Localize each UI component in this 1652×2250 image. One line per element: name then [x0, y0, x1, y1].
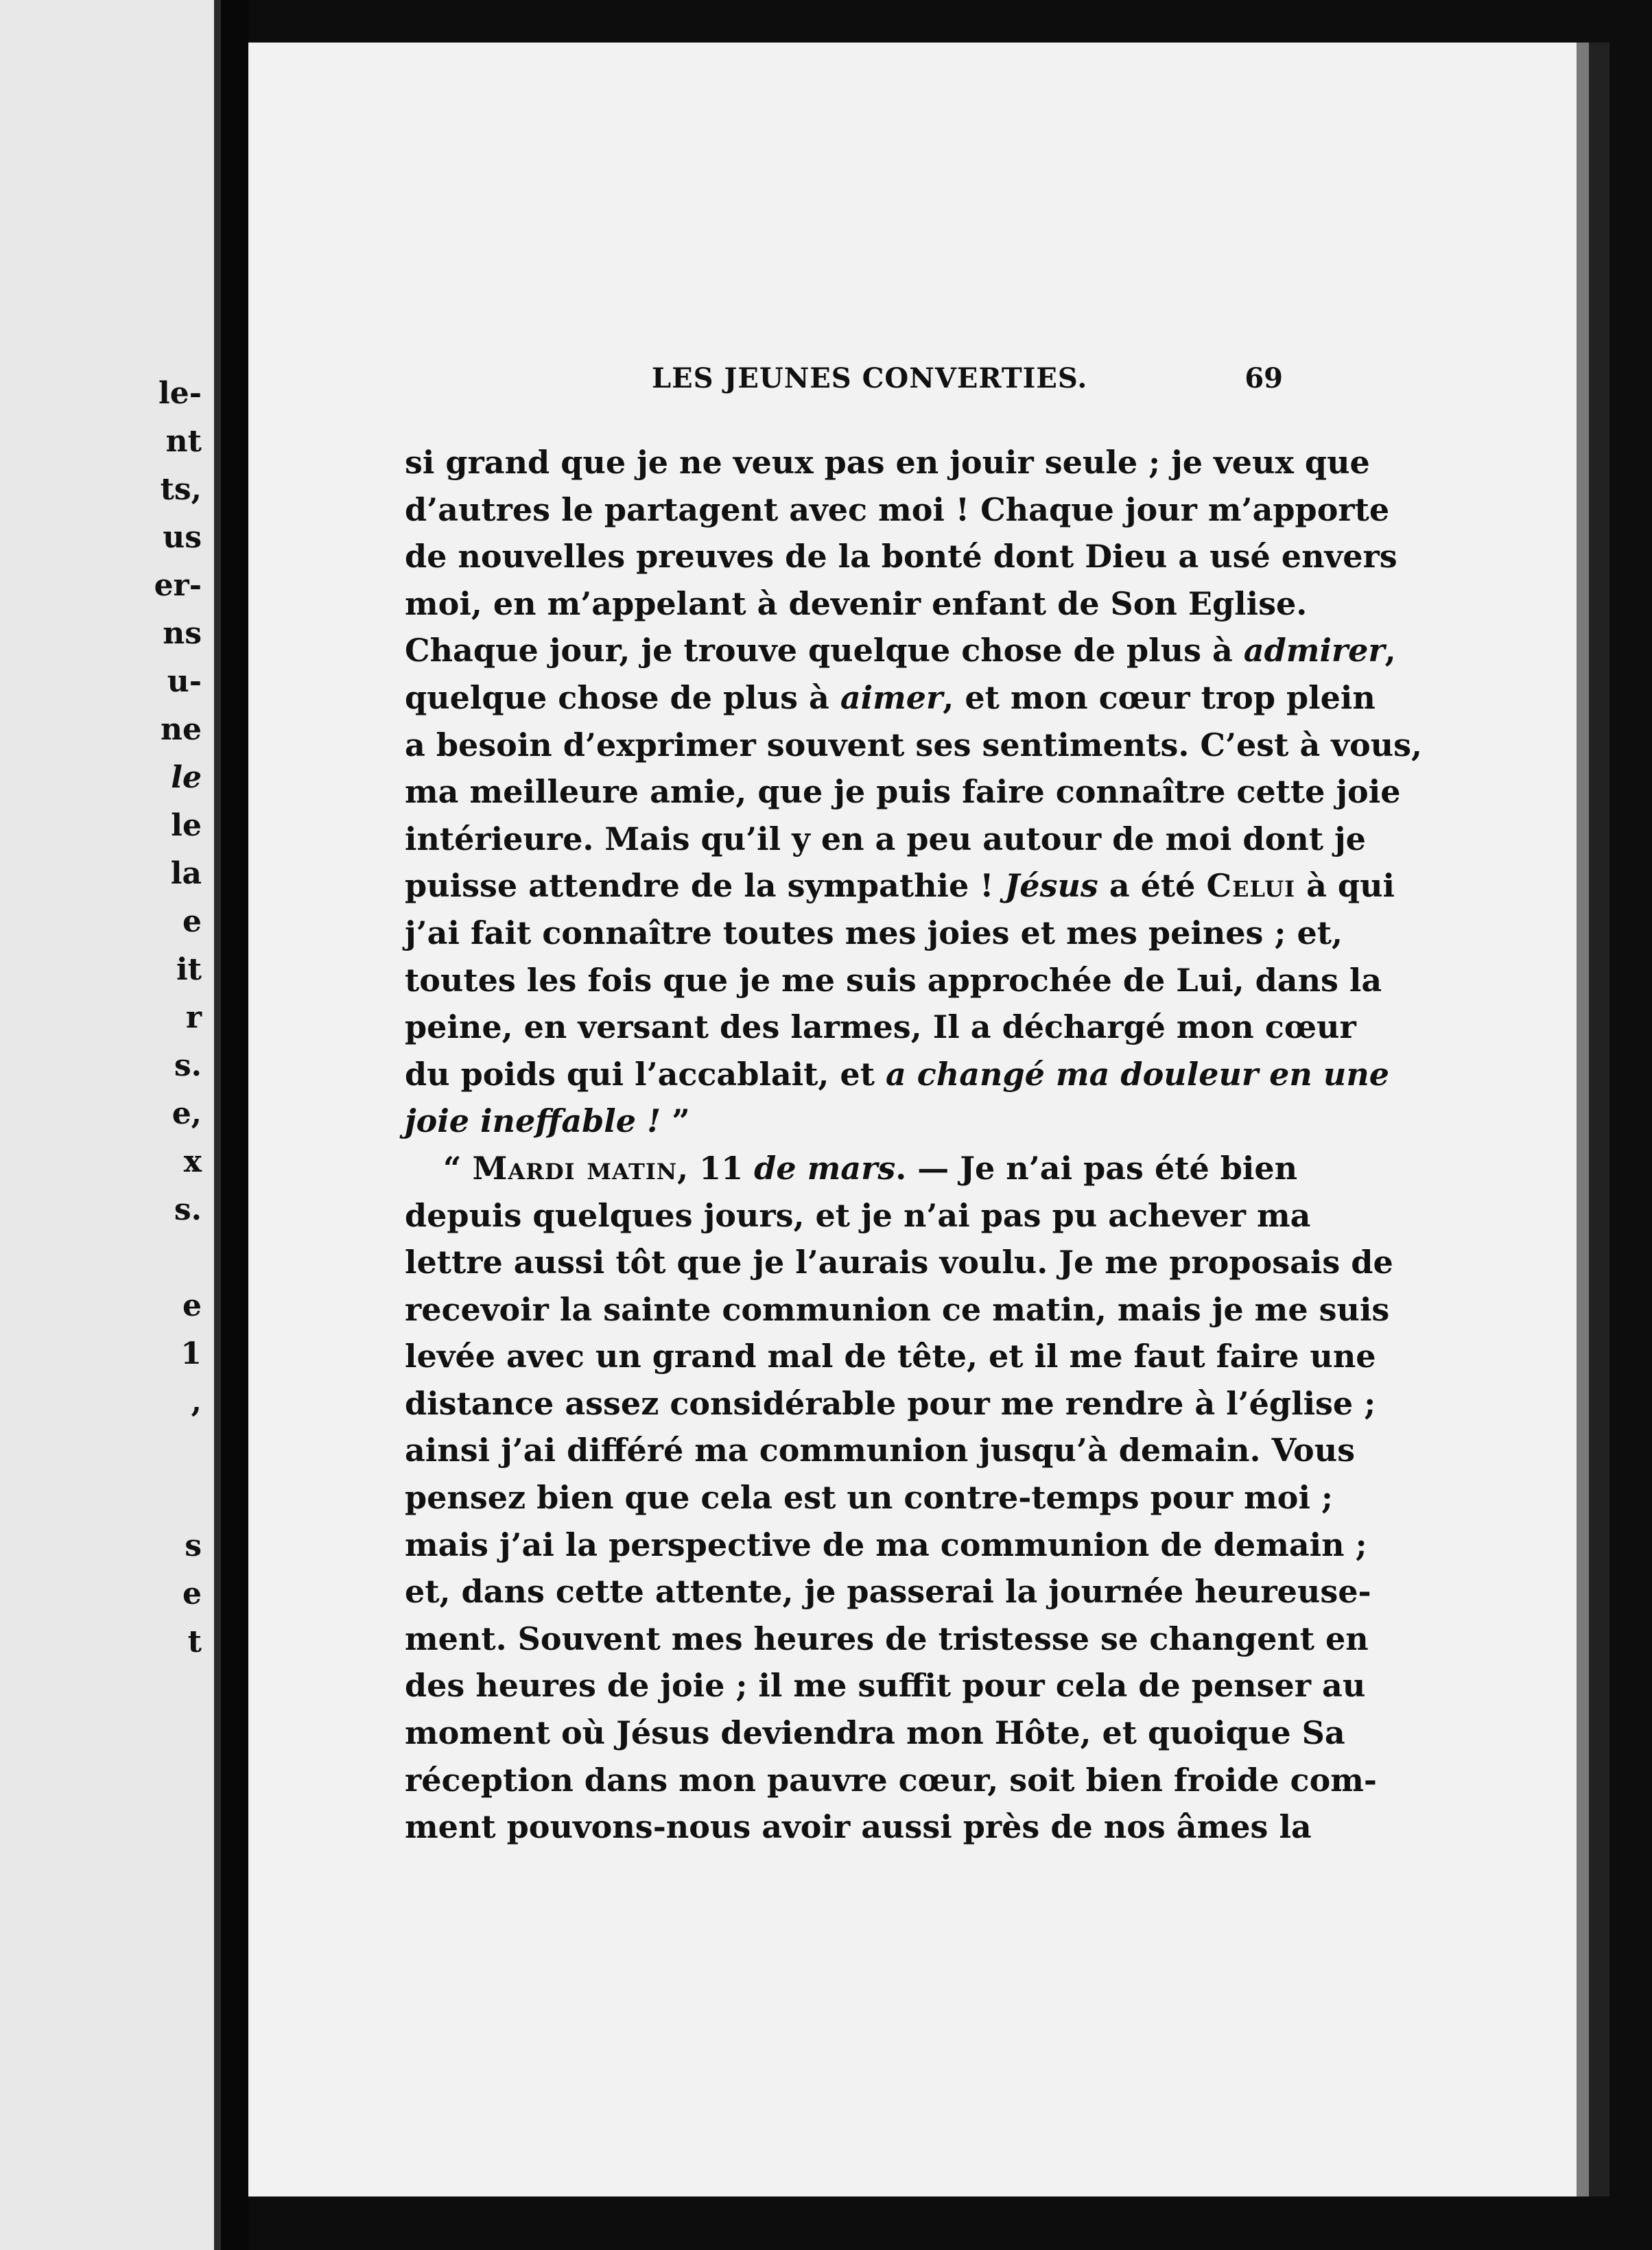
text-segment: recevoir la sainte communion ce matin, mais je me suis	[405, 1290, 1390, 1328]
text-line	[405, 1192, 1311, 1240]
previous-page-fragment: ne	[161, 712, 202, 747]
text-segment: réception dans mon pauvre cœur, soit bien froide com-	[405, 1761, 1378, 1799]
text-line	[405, 722, 1423, 769]
previous-page-fragment: nt	[165, 424, 202, 459]
text-segment: “	[443, 1149, 473, 1187]
text-segment: et, dans cette attente, je passerai la journée heureuse-	[405, 1573, 1371, 1611]
book-gutter	[221, 0, 248, 2250]
text-line	[405, 1051, 1390, 1098]
text-segment: Chaque jour, je trouve quelque chose de plus à	[405, 632, 1244, 670]
text-segment: d’autres le partagent avec moi ! Chaque jour m’apporte	[405, 490, 1390, 528]
text-line	[405, 768, 1401, 816]
text-segment: ainsi j’ai différé ma communion jusqu’à demain. Vous	[405, 1432, 1356, 1469]
previous-page-fragment: ts,	[160, 472, 202, 507]
text-line	[405, 1098, 1283, 1145]
text-segment: quelque chose de plus à	[405, 678, 840, 716]
text-line	[405, 862, 1395, 910]
previous-page-fragment: ns	[163, 616, 202, 651]
body-text	[405, 439, 1423, 1851]
text-line	[405, 1380, 1376, 1428]
previous-page-fragment: la	[170, 856, 202, 891]
text-line	[405, 1803, 1312, 1851]
text-line	[405, 627, 1396, 674]
text-line	[405, 1615, 1369, 1663]
previous-page-fragment: le-	[158, 376, 202, 411]
text-segment: pensez bien que cela est un contre-temps pour moi ;	[405, 1479, 1333, 1517]
previous-page-fragment: le	[171, 760, 202, 795]
text-line	[405, 1757, 1378, 1804]
page-edge	[1577, 43, 1589, 2196]
text-segment: , et mon cœur trop plein	[943, 678, 1376, 716]
previous-page-fragment: x	[183, 1144, 202, 1179]
text-segment: à qui	[1295, 867, 1395, 905]
running-head-title: LES JEUNES CONVERTIES.	[652, 362, 1088, 394]
text-segment: admirer	[1243, 632, 1385, 670]
previous-page-fragment: u-	[167, 664, 202, 699]
previous-page-fragment: e	[182, 1288, 202, 1323]
text-segment: ”	[661, 1102, 690, 1140]
text-segment: a besoin d’exprimer souvent ses sentiments. C’est à vous,	[405, 726, 1423, 763]
text-line	[405, 1568, 1371, 1615]
text-segment: toutes les fois que je me suis approchée de Lui, dans la	[405, 961, 1382, 999]
text-segment: du poids qui l’accablait, et	[405, 1055, 886, 1093]
running-head	[405, 362, 1283, 403]
text-line	[405, 674, 1376, 722]
text-line	[405, 1004, 1356, 1051]
text-segment: peine, en versant des larmes, Il a déchargé mon cœur	[405, 1008, 1356, 1046]
text-line	[405, 1427, 1356, 1474]
text-segment: , 11	[677, 1149, 755, 1187]
text-line	[405, 1709, 1345, 1757]
text-segment: . — Je n’ai pas été bien	[895, 1149, 1298, 1187]
previous-page-fragment: s.	[174, 1048, 202, 1083]
previous-page-edge	[214, 0, 221, 2250]
previous-page-fragment: it	[176, 952, 202, 987]
previous-page-fragment: ,	[191, 1384, 202, 1419]
text-line	[405, 816, 1366, 863]
previous-page-fragment: e,	[172, 1096, 202, 1131]
text-line	[405, 1145, 1298, 1192]
text-segment: de nouvelles preuves de la bonté dont Dieu a usé envers	[405, 538, 1397, 576]
previous-page-fragment: r	[185, 1000, 202, 1035]
text-segment: si grand que je ne veux pas en jouir seule ; je veux que	[405, 444, 1370, 481]
text-line	[405, 486, 1390, 534]
text-line	[405, 1286, 1390, 1334]
previous-page-fragment: us	[163, 520, 202, 555]
page-number: 69	[1244, 362, 1283, 394]
text-segment: a été	[1098, 867, 1207, 905]
previous-page-fragment: s.	[174, 1192, 202, 1227]
text-segment: levée avec un grand mal de tête, et il me faut faire une	[405, 1338, 1376, 1375]
text-segment: joie ineffable !	[405, 1102, 661, 1140]
text-segment: ment. Souvent mes heures de tristesse se changent en	[405, 1620, 1369, 1657]
text-segment: ma meilleure amie, que je puis faire connaître cette joie	[405, 773, 1401, 811]
text-line	[405, 580, 1308, 628]
previous-page-strip	[0, 0, 221, 2250]
text-segment: distance assez considérable pour me rendre à l’église ;	[405, 1384, 1376, 1422]
text-line	[405, 1239, 1393, 1286]
text-segment: Jésus	[1004, 867, 1098, 905]
previous-page-fragment: s	[185, 1528, 202, 1563]
text-segment: des heures de joie ; il me suffit pour cela de penser au	[405, 1667, 1366, 1705]
previous-page-fragment: t	[187, 1624, 202, 1659]
previous-page-fragment: e	[182, 1576, 202, 1611]
text-line	[405, 910, 1343, 957]
text-line	[405, 439, 1370, 486]
text-line	[405, 1333, 1376, 1380]
text-line	[405, 533, 1397, 580]
text-segment: j’ai fait connaître toutes mes joies et mes peines ; et,	[405, 914, 1343, 951]
text-line	[405, 1662, 1366, 1709]
previous-page-fragment: le	[171, 808, 202, 843]
text-segment: Mardi matin	[472, 1149, 678, 1187]
text-segment: intérieure. Mais qu’il y en a peu autour de moi dont je	[405, 820, 1366, 857]
text-segment: aimer	[840, 678, 943, 716]
book-cover-edge	[1589, 43, 1609, 2196]
text-line	[405, 1521, 1367, 1569]
text-segment: puisse attendre de la sympathie !	[405, 867, 1005, 905]
text-segment: ,	[1384, 632, 1396, 670]
text-segment: mais j’ai la perspective de ma communion de demain ;	[405, 1526, 1367, 1563]
text-segment: lettre aussi tôt que je l’aurais voulu. Je me proposais de	[405, 1244, 1393, 1281]
previous-page-fragment: e	[182, 904, 202, 939]
text-segment: de mars	[754, 1149, 896, 1187]
previous-page-fragment: er-	[154, 568, 202, 603]
text-segment: moi, en m’appelant à devenir enfant de Son Eglise.	[405, 584, 1308, 622]
text-segment: depuis quelques jours, et je n’ai pas pu achever ma	[405, 1196, 1311, 1234]
text-segment: Celui	[1206, 867, 1296, 905]
text-line	[405, 957, 1382, 1004]
text-segment: ment pouvons-nous avoir aussi près de nos âmes la	[405, 1808, 1312, 1846]
previous-page-fragment: 1	[180, 1336, 202, 1371]
text-segment: a changé ma douleur en une	[885, 1055, 1390, 1093]
text-line	[405, 1474, 1333, 1521]
text-segment: moment où Jésus deviendra mon Hôte, et quoique Sa	[405, 1714, 1345, 1752]
